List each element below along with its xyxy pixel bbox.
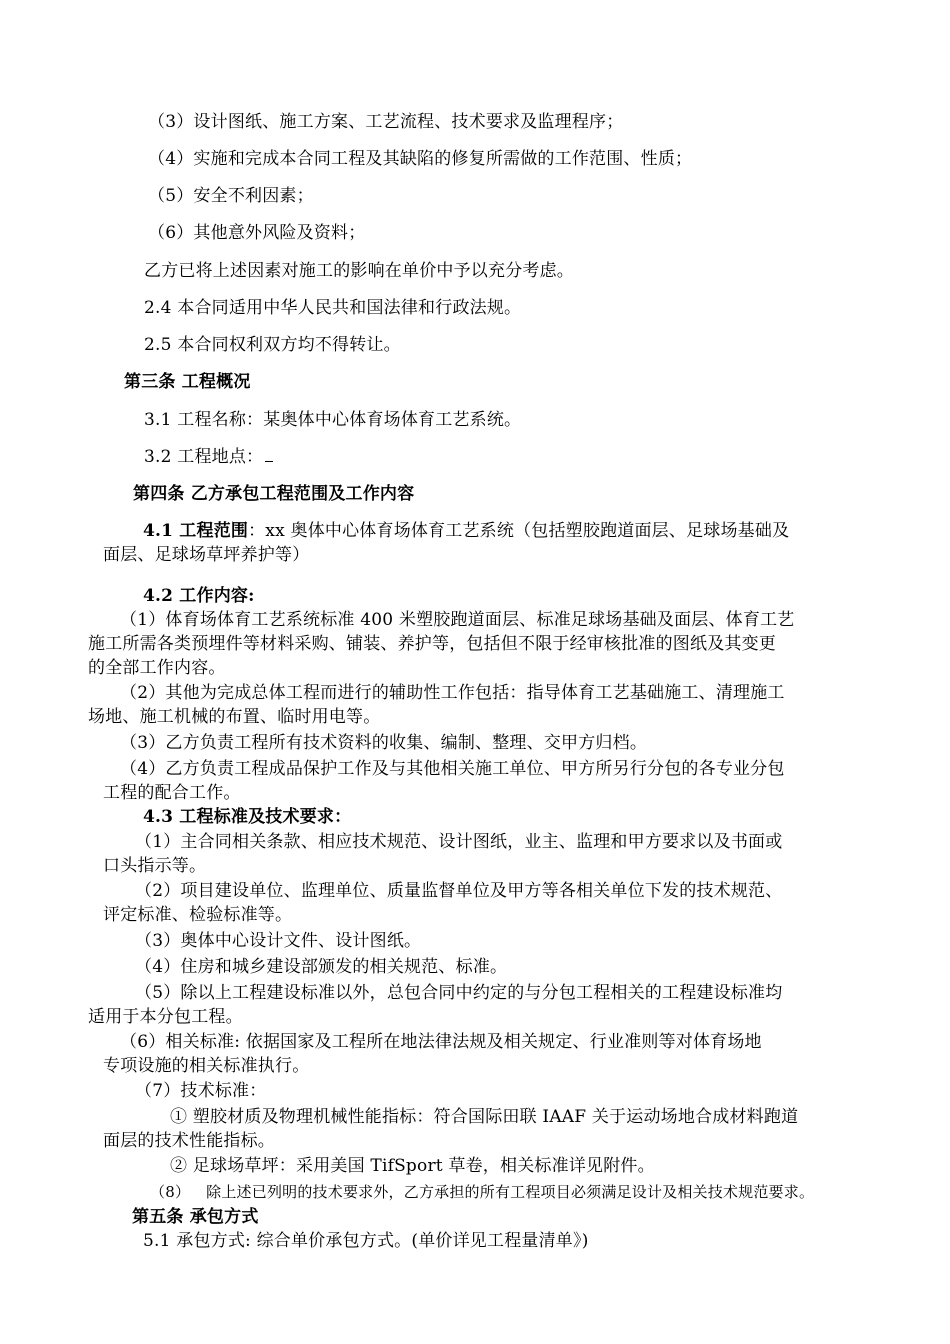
clause-3-1: 3.1 工程名称：某奥体中心体育场体育工艺系统。 bbox=[144, 410, 522, 430]
standard-5-line1: （5）除以上工程建设标准以外，总包合同中约定的与分包工程相关的工程建设标准均 bbox=[135, 983, 783, 1003]
standard-7: （7）技术标准： bbox=[135, 1081, 267, 1101]
list-item-other-risks: （6）其他意外风险及资料； bbox=[148, 223, 366, 243]
clause-2-5: 2.5 本合同权利双方均不得转让。 bbox=[144, 335, 401, 355]
standard-1-line1: （1）主合同相关条款、相应技术规范、设计图纸，业主、监理和甲方要求以及书面或 bbox=[135, 832, 783, 852]
work-item-1-line2: 施工所需各类预埋件等材料采购、铺装、养护等，包括但不限于经审核批准的图纸及其变更 bbox=[88, 634, 776, 654]
clause-4-1-line2: 面层、足球场草坪养护等） bbox=[103, 545, 310, 565]
standard-1-line2: 口头指示等。 bbox=[103, 856, 207, 876]
work-item-4-line2: 工程的配合工作。 bbox=[103, 783, 241, 803]
list-item-design-drawings: （3）设计图纸、施工方案、工艺流程、技术要求及监理程序； bbox=[148, 112, 624, 132]
standard-5-line2: 适用于本分包工程。 bbox=[88, 1007, 243, 1027]
work-item-2-line2: 场地、施工机械的布置、临时用电等。 bbox=[88, 707, 381, 727]
list-item-work-scope: （4）实施和完成本合同工程及其缺陷的修复所需做的工作范围、性质； bbox=[148, 149, 693, 169]
clause-3-2-text: 3.2 工程地点： bbox=[144, 447, 264, 467]
clause-4-1-text: ：xx 奥体中心体育场体育工艺系统（包括塑胶跑道面层、足球场基础及 bbox=[248, 521, 790, 541]
standard-2-line2: 评定标准、检验标准等。 bbox=[103, 905, 293, 925]
clause-5-1: 5.1 承包方式: 综合单价承包方式。(单价详见工程量清单》) bbox=[143, 1231, 589, 1251]
clause-4-3-heading: 4.3 工程标准及技术要求： bbox=[143, 807, 352, 827]
clause-4-2-heading: 4.2 工作内容: bbox=[143, 586, 255, 606]
standard-7-b: ② 足球场草坪：采用美国 TifSport 草卷，相关标准详见附件。 bbox=[170, 1156, 655, 1176]
location-blank bbox=[265, 447, 273, 462]
standard-6-line2: 专项设施的相关标准执行。 bbox=[103, 1056, 310, 1076]
standard-3: （3）奥体中心设计文件、设计图纸。 bbox=[135, 931, 422, 951]
work-item-1-line1: （1）体育场体育工艺系统标准 400 米塑胶跑道面层、标准足球场基础及面层、体育工艺 bbox=[120, 610, 795, 630]
consideration-statement: 乙方已将上述因素对施工的影响在单价中予以充分考虑。 bbox=[144, 261, 574, 281]
standard-8-number: （8） bbox=[150, 1183, 191, 1201]
work-item-2-line1: （2）其他为完成总体工程而进行的辅助性工作包括：指导体育工艺基础施工、清理施工 bbox=[120, 683, 785, 703]
standard-8 bbox=[150, 1181, 814, 1203]
work-item-4-line1: （4）乙方负责工程成品保护工作及与其他相关施工单位、甲方所另行分包的各专业分包 bbox=[120, 759, 785, 779]
section-3-heading: 第三条 工程概况 bbox=[124, 372, 251, 392]
section-4-heading: 第四条 乙方承包工程范围及工作内容 bbox=[133, 484, 415, 504]
standard-8-text: 除上述已列明的技术要求外，乙方承担的所有工程项目必须满足设计及相关技术规范要求。 bbox=[206, 1183, 815, 1201]
standard-2-line1: （2）项目建设单位、监理单位、质量监督单位及甲方等各相关单位下发的技术规范、 bbox=[135, 881, 783, 901]
standard-7-a-line2: 面层的技术性能指标。 bbox=[103, 1131, 275, 1151]
list-item-safety: （5）安全不利因素； bbox=[148, 186, 314, 206]
work-item-1-line3: 的全部工作内容。 bbox=[88, 658, 226, 678]
standard-7-a-line1: ① 塑胶材质及物理机械性能指标：符合国际田联 IAAF 关于运动场地合成材料跑道 bbox=[170, 1107, 799, 1127]
section-5-heading: 第五条 承包方式 bbox=[132, 1207, 259, 1227]
clause-2-4: 2.4 本合同适用中华人民共和国法律和行政法规。 bbox=[144, 298, 522, 318]
clause-4-1-line1 bbox=[143, 520, 789, 542]
standard-4: （4）住房和城乡建设部颁发的相关规范、标准。 bbox=[135, 957, 508, 977]
work-item-3: （3）乙方负责工程所有技术资料的收集、编制、整理、交甲方归档。 bbox=[120, 733, 648, 753]
clause-3-2 bbox=[144, 446, 273, 468]
standard-6-line1: （6）相关标准: 依据国家及工程所在地法律法规及相关规定、行业准则等对体育场地 bbox=[120, 1032, 762, 1052]
clause-4-1-label: 4.1 工程范围 bbox=[143, 521, 249, 541]
